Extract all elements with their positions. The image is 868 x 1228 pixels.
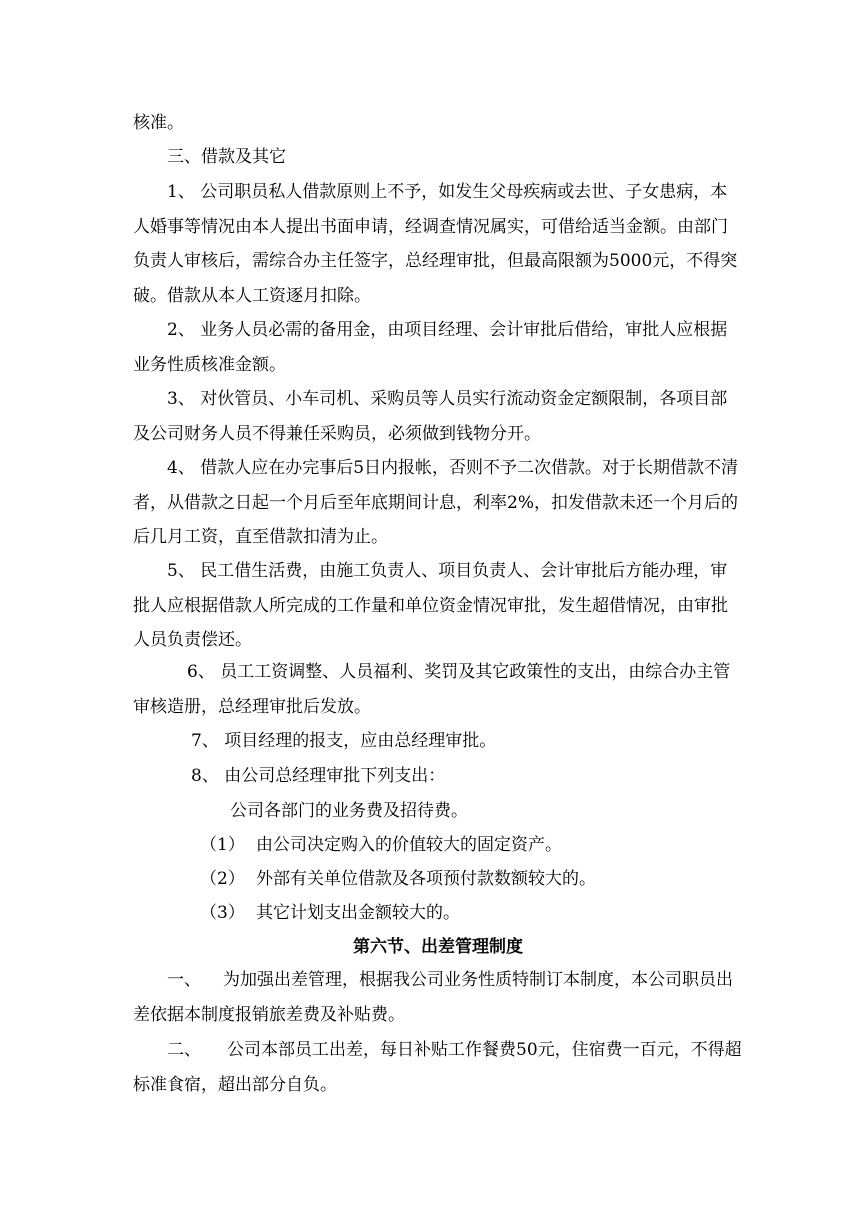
paragraph-item-3: 3、 对伙管员、小车司机、采购员等人员实行流动资金定额限制，各项目部及公司财务人员不得兼任采购员，必须做到钱物分开。: [133, 389, 728, 444]
list-item-2: [200, 862, 760, 897]
paragraph-item-8: 8、 由公司总经理审批下列支出：: [191, 766, 446, 786]
paragraph-travel-2-number: 二、: [167, 1040, 201, 1060]
list-item-2-number: （2）: [200, 869, 245, 889]
paragraph-item-5: 5、 民工借生活费，由施工负责人、项目负责人、会计审批后方能办理，审批人应根据借款人所完成的工作量和单位资金情况审批，发生超借情况，由审批人员负责偿还。: [133, 561, 728, 650]
list-item-1: [200, 828, 760, 863]
list-item-2-text: 外部有关单位借款及各项预付款数额较大的。: [256, 869, 596, 889]
list-item-1-number: （1）: [200, 835, 245, 855]
paragraph-item-2: 2、 业务人员必需的备用金，由项目经理、会计审批后借给，审批人应根据业务性质核准金额。: [133, 320, 728, 375]
paragraph-continuation: 核准。: [133, 113, 184, 133]
section-heading-travel: 第六节、出差管理制度: [353, 937, 523, 957]
paragraph-travel-1-text: 为加强出差管理，根据我公司业务性质特制订本制度，本公司职员出差依据本制度报销旅差费及补贴费。: [133, 970, 733, 1025]
paragraph-item-6: 6、 员工工资调整、人员福利、奖罚及其它政策性的支出，由综合办主管审核造册，总经理审批后发放。: [133, 662, 731, 717]
paragraph-item-7: 7、 项目经理的报支，应由总经理审批。: [191, 731, 497, 751]
paragraph-item-4: 4、 借款人应在办完事后5日内报帐，否则不予二次借款。对于长期借款不清者，从借款之日起一个月后至年底期间计息，利率2%，扣发借款未还一个月后的后几月工资，直至借款扣清为止。: [133, 458, 739, 547]
paragraph-expense-list-intro: 公司各部门的业务费及招待费。: [230, 801, 468, 821]
paragraph-item-1: 1、 公司职员私人借款原则上不予，如发生父母疾病或去世、子女患病，本人婚事等情况由本人提出书面申请，经调查情况属实，可借给适当金额。由部门负责人审核后，需综合办主任签字，总经理审批，但最高限额为5000元，不得突破。借款从本人工资逐月扣除。: [133, 182, 738, 306]
paragraph-travel-2-text: 公司本部员工出差，每日补贴工作餐费50元，住宿费一百元，不得超标准食宿，超出部分自负。: [133, 1040, 742, 1095]
paragraph-travel-1-number: 一、: [167, 970, 201, 990]
paragraph-travel-1: [133, 963, 743, 1032]
section-title-loans: 三、借款及其它: [167, 147, 286, 167]
list-item-3: [200, 896, 760, 931]
paragraph-travel-2: [133, 1033, 743, 1102]
list-item-3-number: （3）: [200, 903, 245, 923]
list-item-1-text: 由公司决定购入的价值较大的固定资产。: [256, 835, 562, 855]
list-item-3-text: 其它计划支出金额较大的。: [256, 903, 460, 923]
